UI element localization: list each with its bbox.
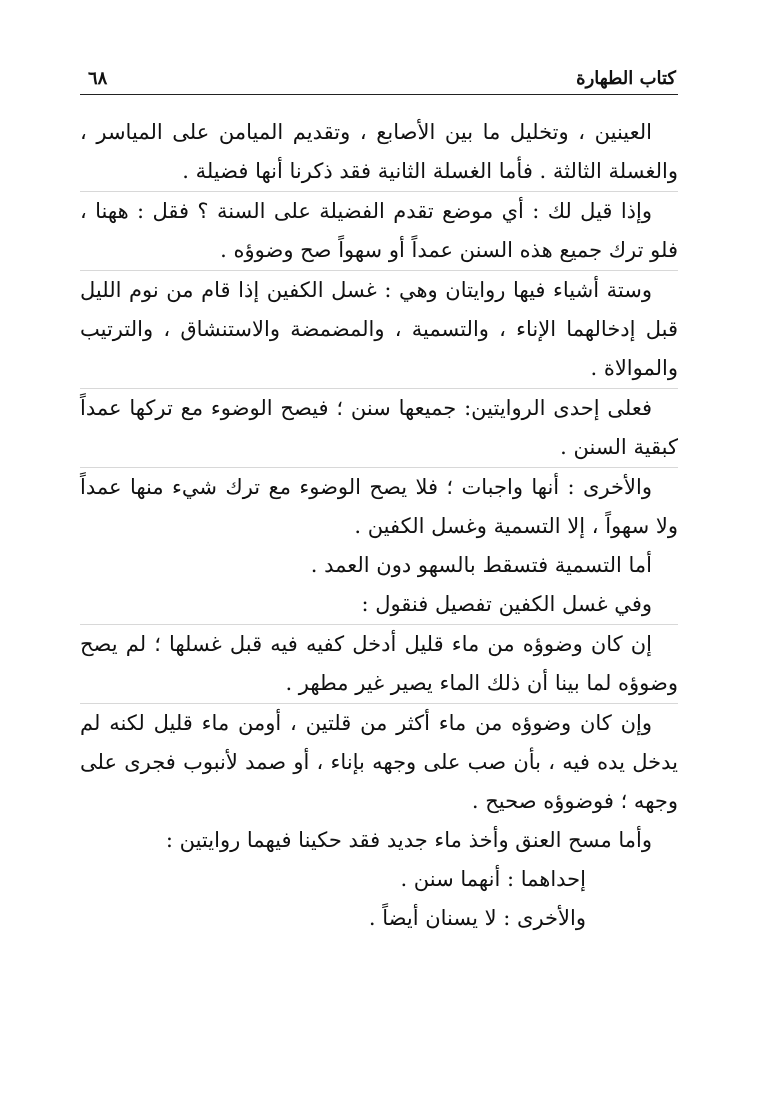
- paragraph: إحداهما : أنهما سنن .: [400, 867, 586, 891]
- paragraph: أما التسمية فتسقط بالسهو دون العمد .: [310, 553, 652, 577]
- paragraph: وأما مسح العنق وأخذ ماء جديد فقد حكينا فيهما روايتين :: [165, 828, 652, 852]
- book-page: [80, 60, 678, 938]
- paragraph: إن كان وضوؤه من ماء قليل أدخل كفيه فيه قبل غسلها ؛ لم يصح وضوؤه لما بينا أن ذلك الماء يصير غير مطهر .: [80, 624, 678, 703]
- paragraph: وإذا قيل لك : أي موضع تقدم الفضيلة على السنة ؟ فقل : ههنا ، فلو ترك جميع هذه السنن عمداً أو سهواً صح وضوؤه .: [80, 191, 678, 270]
- paragraph: والأخرى : لا يسنان أيضاً .: [368, 906, 586, 930]
- paragraph: فعلى إحدى الروايتين: جميعها سنن ؛ فيصح الوضوء مع تركها عمداً كبقية السنن .: [80, 388, 678, 467]
- page-body: [80, 113, 678, 938]
- paragraph: والأخرى : أنها واجبات ؛ فلا يصح الوضوء مع ترك شيء منها عمداً ولا سهواً ، إلا التسمية وغسل الكفين .: [80, 467, 678, 546]
- paragraph: وستة أشياء فيها روايتان وهي : غسل الكفين إذا قام من نوم الليل قبل إدخالهما الإناء ، والتسمية ، والمضمضة والاستنشاق ، والترتيب والموالاة .: [80, 270, 678, 388]
- paragraph: العينين ، وتخليل ما بين الأصابع ، وتقديم الميامن على المياسر ، والغسلة الثالثة . فأما الغسلة الثانية فقد ذكرنا أنها فضيلة .: [80, 120, 678, 183]
- paragraph: وإن كان وضوؤه من ماء أكثر من قلتين ، أومن ماء قليل لكنه لم يدخل يده فيه ، بأن صب على وجهه بإناء ، أو صمد لأنبوب فجرى على وجهه ؛ فوضوؤه صحيح .: [80, 703, 678, 821]
- page-header: [80, 60, 678, 95]
- page-number: ٦٨: [88, 68, 108, 89]
- paragraph: وفي غسل الكفين تفصيل فنقول :: [361, 592, 652, 616]
- running-title: كتاب الطهارة: [576, 68, 676, 89]
